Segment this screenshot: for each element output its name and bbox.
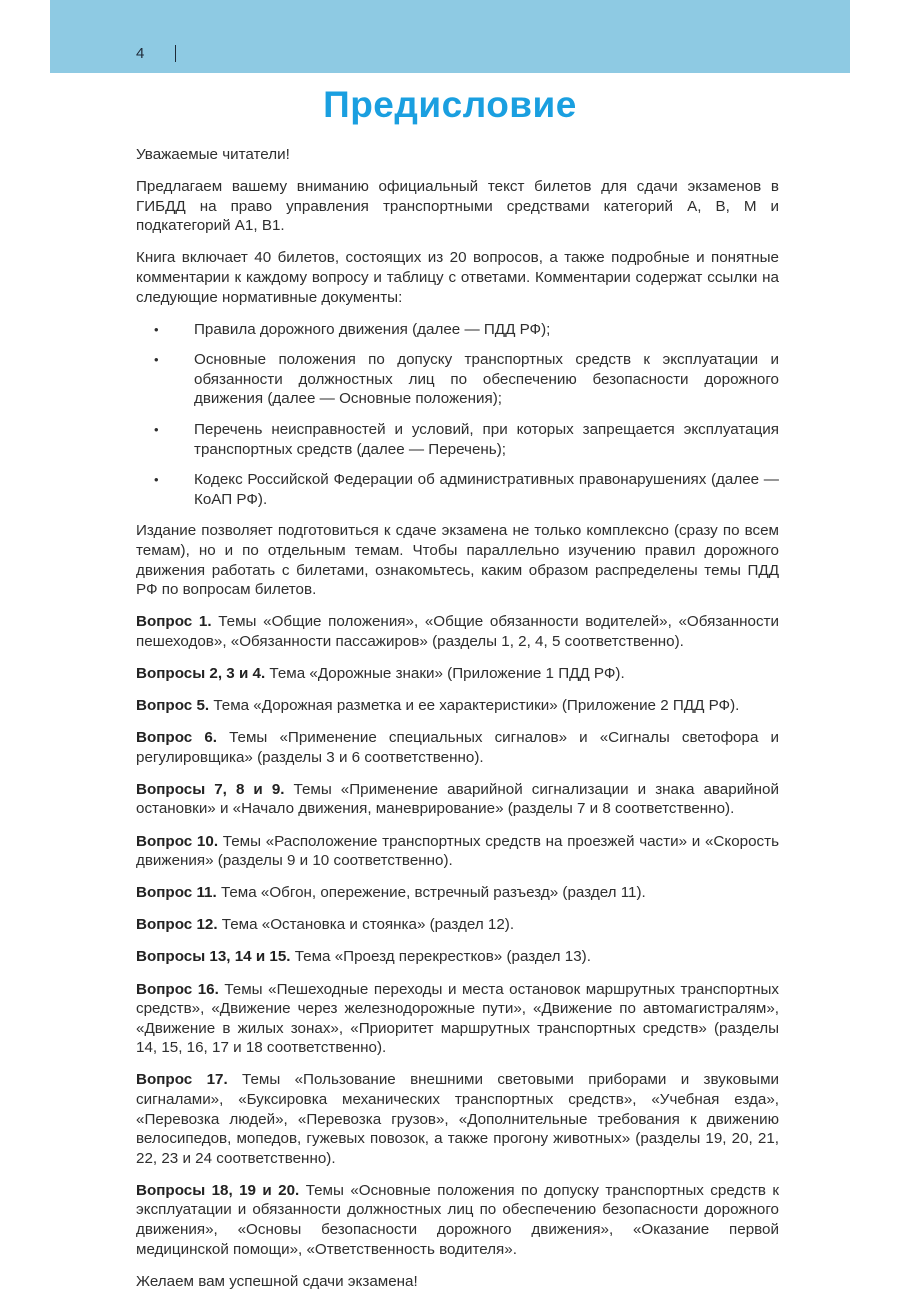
question-label: Вопросы 2, 3 и 4. (136, 664, 266, 682)
question-item (136, 1181, 779, 1259)
document-body (136, 145, 779, 1304)
bullet-icon: • (154, 422, 159, 438)
question-item (136, 915, 779, 935)
documents-list (136, 320, 779, 510)
question-text: Тема «Дорожные знаки» (Приложение 1 ПДД РФ). (265, 664, 625, 682)
list-item: • Перечень неисправностей и условий, при которых запрещается эксплуатация транспортных средств (далее — Перечень); (154, 421, 779, 458)
question-label: Вопросы 18, 19 и 20. (136, 1181, 300, 1199)
question-text: Темы «Расположение транспортных средств на проезжей части» и «Скорость движения» (разделы 9 и 10 соответственно). (136, 832, 779, 870)
question-label: Вопрос 1. (136, 613, 212, 631)
closing-text: Желаем вам успешной сдачи экзамена! (136, 1272, 418, 1290)
paragraph-intro-2: Книга включает 40 билетов, состоящих из 20 вопросов, а также подробные и понятные комментарии к каждому вопросу и таблицу с ответами. Комментарии содержат ссылки на следующие нормативные документы: (136, 249, 779, 306)
question-text: Темы «Пользование внешними световыми приборами и звуковыми сигналами», «Буксировка механических транспортных средств», «Учебная езда», «Перевозка людей», «Перевозка грузов», «Дополнительные требования к движению велосипедов, мопедов, гужевых повозок, а также прогону животных» (разделы 19, 20, 21, 22, 23 и 24 соответственно). (136, 1071, 779, 1167)
question-text: Тема «Дорожная разметка и ее характеристики» (Приложение 2 ПДД РФ). (209, 697, 740, 715)
question-text: Темы «Применение специальных сигналов» и «Сигналы светофора и регулировщика» (разделы 3 и 6 соответственно). (136, 729, 779, 766)
question-label: Вопрос 11. (136, 884, 217, 902)
list-item: • Основные положения по допуску транспортных средств к эксплуатации и обязанности должностных лиц по обеспечению безопасности дорожного движения (далее — Основные положения); (154, 351, 779, 408)
question-item (136, 696, 779, 716)
question-text: Темы «Применение аварийной сигнализации и знака аварийной остановки» и «Начало движения, маневрирование» (разделы 7 и 8 соответственно). (136, 780, 779, 818)
page-number-separator (175, 45, 176, 62)
question-text: Тема «Обгон, опережение, встречный разъезд» (раздел 11). (216, 884, 646, 902)
page-title: Предисловие (323, 84, 577, 125)
greeting: Уважаемые читатели! (136, 146, 290, 163)
question-label: Вопрос 16. (136, 980, 219, 998)
header-bar (50, 0, 850, 73)
question-item (136, 780, 779, 819)
question-item (136, 664, 779, 684)
paragraph-intro-1: Предлагаем вашему вниманию официальный текст билетов для сдачи экзаменов в ГИБДД на право управления транспортными средствами категорий А, В, М и подкатегорий А1, В1. (136, 178, 779, 235)
question-item (136, 728, 779, 767)
bullet-icon: • (154, 352, 159, 368)
question-item (136, 883, 779, 903)
question-label: Вопрос 6. (136, 729, 217, 747)
questions-list (136, 612, 779, 1259)
paragraph-topics-intro: Издание позволяет подготовиться к сдаче экзамена не только комплексно (сразу по всем темам), но и по отдельным темам. Чтобы параллельно изучению правил дорожного движения работать с билетами, ознакомьтесь, каким образом распределены темы ПДД РФ по вопросам билетов. (136, 522, 779, 599)
page-number: 4 (136, 45, 145, 62)
list-item: • Правила дорожного движения (далее — ПДД РФ); (154, 320, 551, 338)
question-item (136, 832, 779, 871)
question-label: Вопрос 17. (136, 1071, 228, 1089)
question-text: Темы «Основные положения по допуску транспортных средств к эксплуатации и обязанности должностных лиц по обеспечению безопасности дорожного движения», «Основы безопасности дорожного движения», «Оказание первой медицинской помощи», «Ответственность водителя». (136, 1181, 779, 1258)
question-label: Вопрос 5. (136, 697, 210, 715)
question-label: Вопрос 10. (136, 832, 219, 850)
question-label: Вопрос 12. (136, 916, 218, 934)
question-item (136, 612, 779, 651)
bullet-icon: • (154, 472, 159, 488)
bullet-icon: • (154, 321, 159, 337)
question-text: Тема «Остановка и стоянка» (раздел 12). (217, 916, 515, 934)
list-item: • Кодекс Российской Федерации об административных правонарушениях (далее — КоАП РФ). (154, 471, 779, 508)
question-item (136, 980, 779, 1058)
question-text: Тема «Проезд перекрестков» (раздел 13). (290, 948, 591, 966)
question-item (136, 947, 779, 967)
question-text: Темы «Пешеходные переходы и места остановок маршрутных транспортных средств», «Движение через железнодорожные пути», «Движение по автомагистралям», «Движение в жилых зонах», «Приоритет маршрутных транспортных средств» (разделы 14, 15, 16, 17 и 18 соответственно). (136, 980, 780, 1057)
question-text: Темы «Общие положения», «Общие обязанности водителей», «Обязанности пешеходов», «Обязанности пассажиров» (разделы 1, 2, 4, 5 соответственно). (136, 613, 779, 650)
question-item (136, 1070, 779, 1168)
question-label: Вопросы 7, 8 и 9. (136, 780, 285, 798)
question-label: Вопросы 13, 14 и 15. (136, 948, 291, 966)
